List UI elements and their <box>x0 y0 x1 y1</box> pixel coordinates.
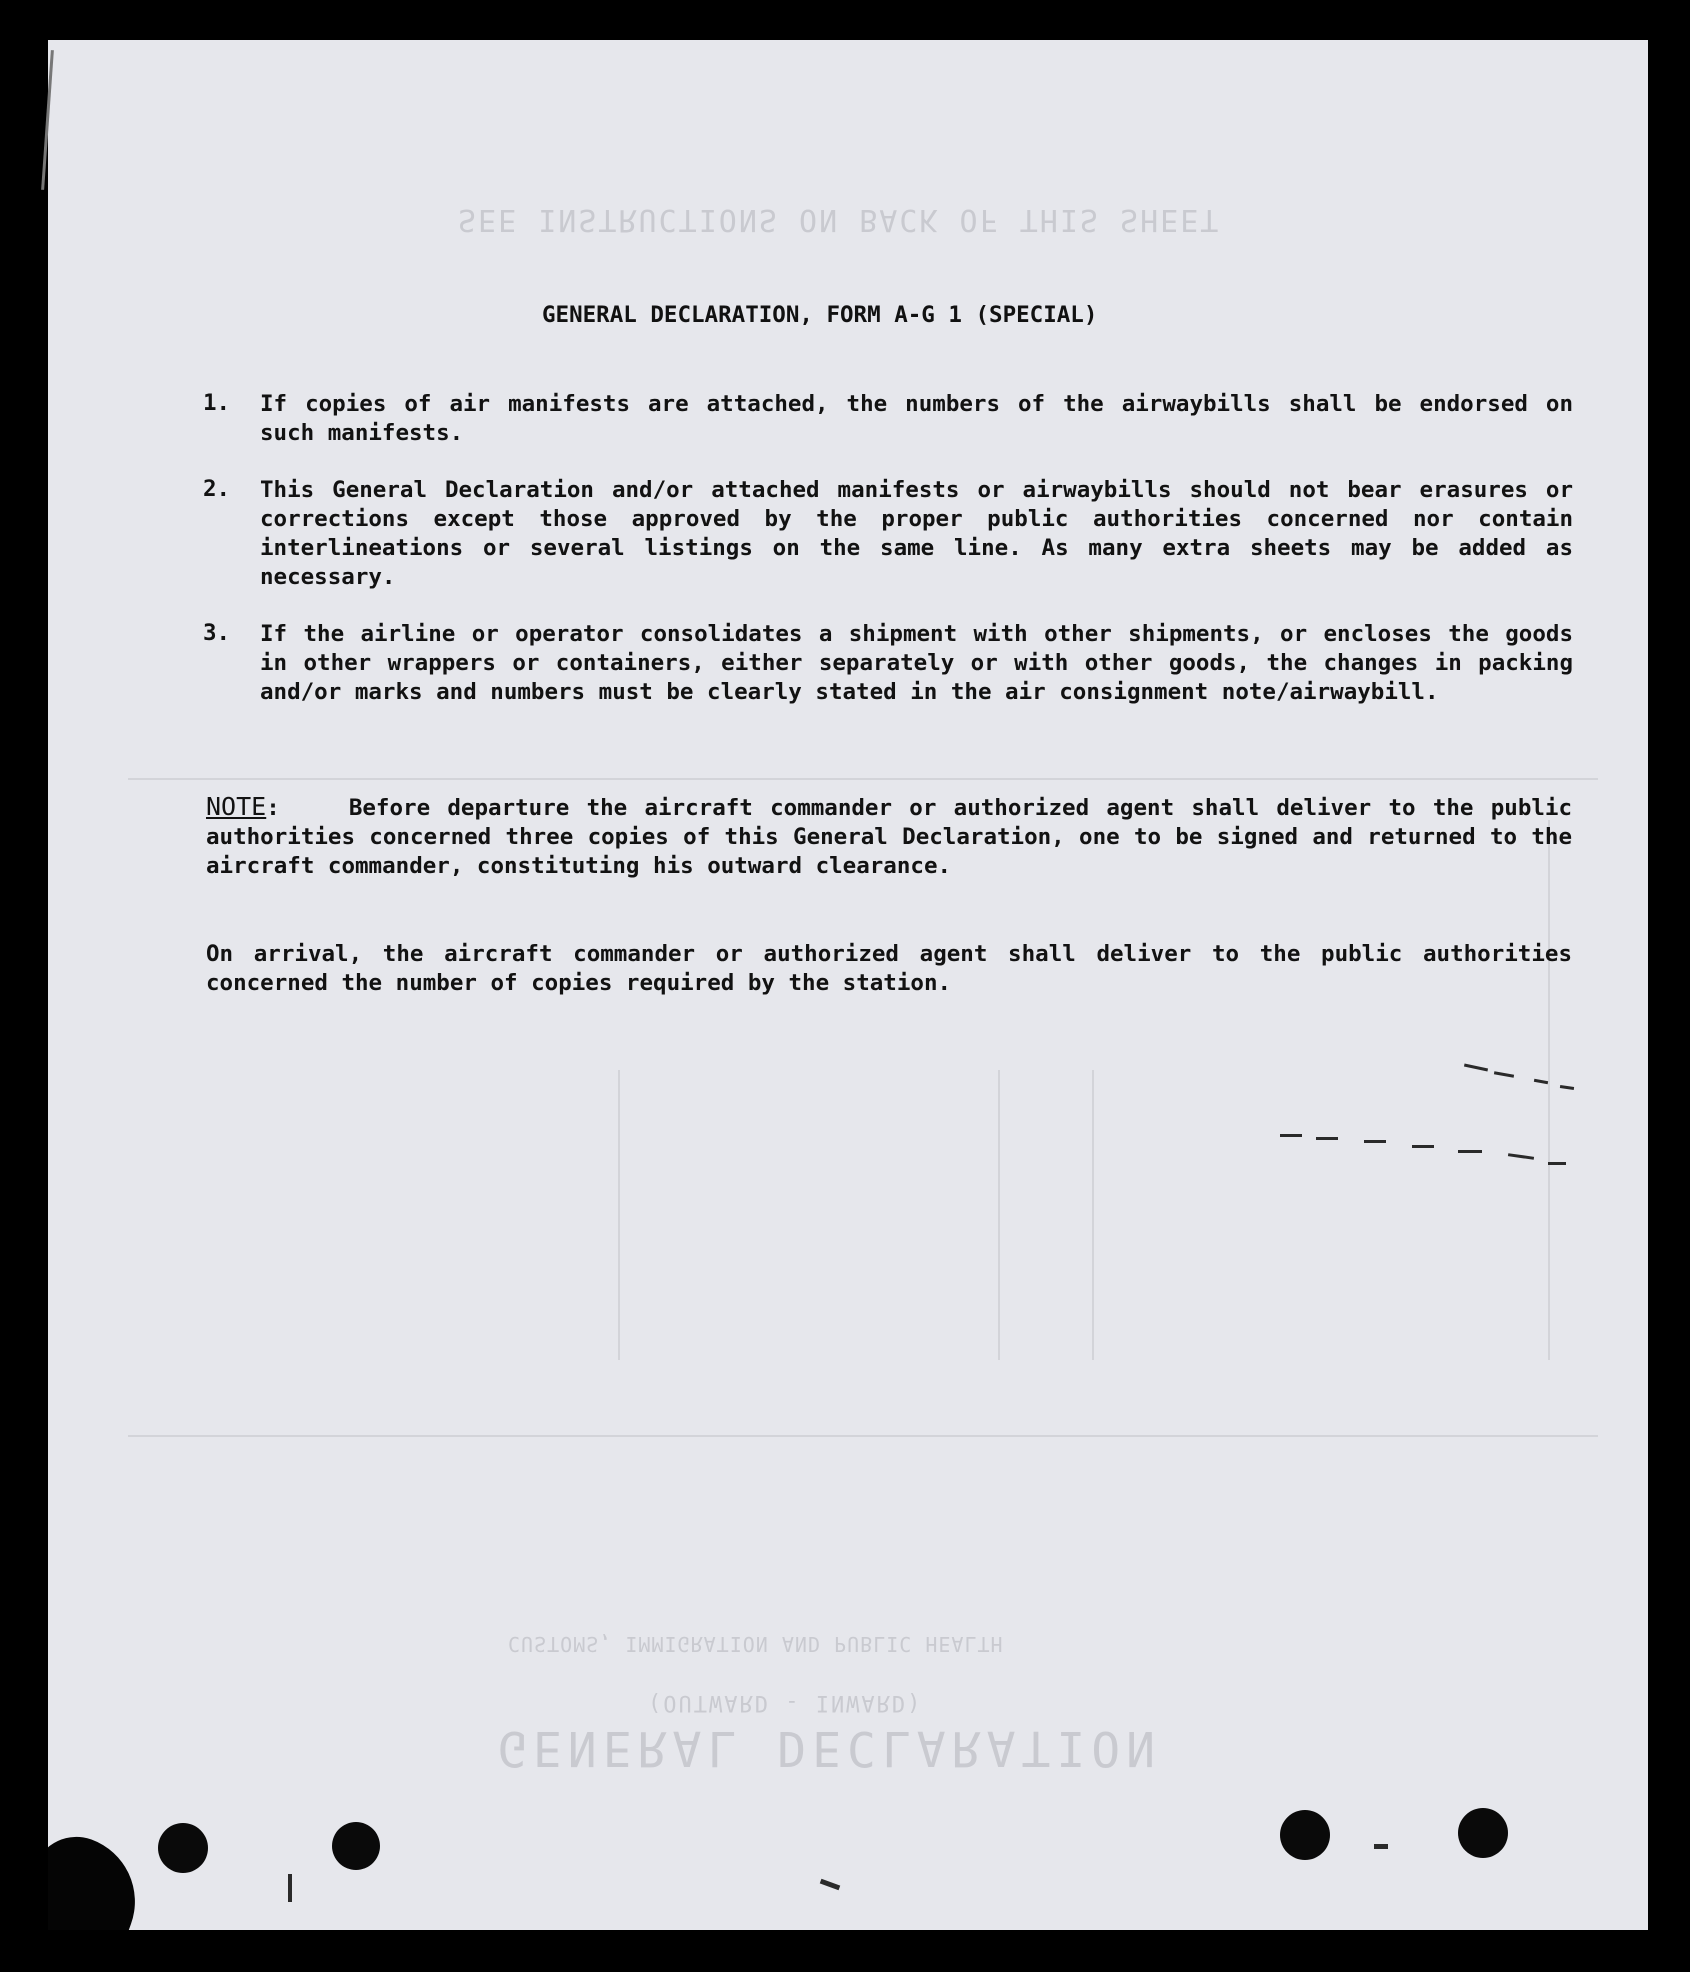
punch-hole <box>158 1823 208 1873</box>
pencil-mark <box>1280 1134 1302 1137</box>
show-through-rule <box>128 1435 1598 1437</box>
item-number: 2. <box>203 476 231 502</box>
ink-mark <box>820 1879 841 1891</box>
pencil-mark <box>1508 1153 1534 1160</box>
item-number: 1. <box>203 390 231 416</box>
ink-mark <box>288 1874 292 1902</box>
show-through-rule <box>1092 1070 1094 1360</box>
show-through-bottom-line: CUSTOMS, IMMIGRATION AND PUBLIC HEALTH <box>508 1632 1004 1656</box>
punch-hole <box>1280 1810 1330 1860</box>
note-label: NOTE <box>206 792 267 821</box>
show-through-bottom-heading: GENERAL DECLARATION <box>498 1720 1162 1776</box>
item-text: This General Declaration and/or attached manifests or airwaybills should not bear erasures or corrections except those approved by the proper public authorities concerned nor contain interlineations or several listings on the same line. As many extra sheets may be added as necessary. <box>260 477 1573 590</box>
document-page <box>48 40 1648 1930</box>
pencil-mark <box>1464 1064 1488 1072</box>
note-text: Before departure the aircraft commander or authorized agent shall deliver to the public authorities concerned three copies of this General Declaration, one to be signed and returned to the aircraft commander, constituting his outward clearance. <box>206 795 1573 879</box>
show-through-bottom-subheading: (OUTWARD - INWARD) <box>648 1690 923 1715</box>
list-item <box>203 476 1573 592</box>
pencil-mark <box>1412 1145 1434 1148</box>
show-through-rule <box>1548 820 1550 1360</box>
ink-mark <box>1374 1844 1388 1849</box>
pencil-mark <box>1548 1162 1566 1165</box>
list-item <box>203 390 1573 448</box>
pencil-mark <box>1534 1079 1548 1084</box>
show-through-rule <box>618 1070 620 1360</box>
item-text: If copies of air manifests are attached, the numbers of the airwaybills shall be endorsed on such manifests. <box>260 391 1573 446</box>
item-number: 3. <box>203 620 231 646</box>
pencil-mark <box>1364 1140 1386 1143</box>
show-through-rule <box>998 1070 1000 1360</box>
pencil-mark <box>1458 1150 1482 1153</box>
arrival-paragraph: On arrival, the aircraft commander or authorized agent shall deliver to the public authorities concerned the number of copies required by the station. <box>206 941 1572 996</box>
punch-hole <box>1458 1808 1508 1858</box>
note-paragraph: NOTE: Before departure the aircraft commander or authorized agent shall deliver to the public authorities concerned three copies of this General Declaration, one to be signed and returned to the aircraft commander, constituting his outward clearance. <box>206 792 1573 879</box>
document-title: GENERAL DECLARATION, FORM A-G 1 (SPECIAL) <box>542 302 1098 328</box>
pencil-mark <box>1494 1071 1514 1077</box>
torn-corner <box>48 1825 153 1930</box>
list-item <box>203 620 1573 707</box>
show-through-top-heading: SEE INSTRUCTIONS ON BACK OF THIS SHEET <box>458 202 1221 237</box>
pencil-mark <box>1560 1085 1574 1090</box>
pencil-mark <box>1316 1137 1338 1140</box>
item-text: If the airline or operator consolidates a shipment with other shipments, or encloses the goods in other wrappers or containers, either separately or with other goods, the changes in packing and/or marks and numbers must be clearly stated in the air consignment note/airwaybill. <box>260 621 1573 705</box>
show-through-rule <box>128 778 1598 780</box>
punch-hole <box>332 1822 380 1870</box>
